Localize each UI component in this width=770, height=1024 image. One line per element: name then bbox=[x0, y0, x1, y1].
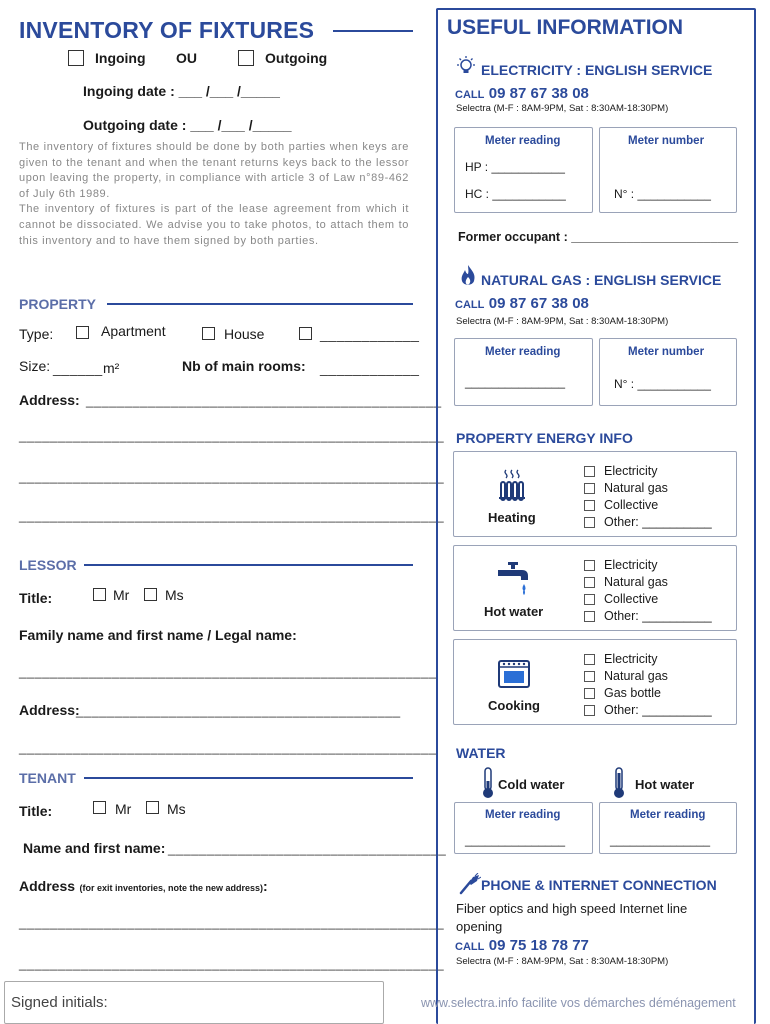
ingoing-date-field[interactable]: Ingoing date : ___ /___ /_____ bbox=[83, 83, 280, 99]
size-unit: m² bbox=[103, 360, 120, 376]
faucet-icon bbox=[498, 560, 532, 601]
cooking-option[interactable]: Natural gas bbox=[584, 668, 712, 685]
fiber-icon bbox=[459, 873, 481, 900]
tenant-name-field[interactable]: ____________________________________ bbox=[168, 841, 447, 856]
tenant-mr-checkbox[interactable] bbox=[93, 801, 106, 814]
outgoing-label: Outgoing bbox=[265, 50, 328, 66]
cold-thermometer-icon bbox=[481, 767, 495, 804]
phone-internet-header: PHONE & INTERNET CONNECTION bbox=[481, 877, 717, 893]
checkbox[interactable] bbox=[584, 671, 595, 682]
title-rule bbox=[333, 30, 413, 32]
signed-initials-label: Signed initials: bbox=[11, 994, 108, 1011]
phone-call-line bbox=[455, 937, 589, 955]
hotwater-box bbox=[453, 545, 737, 631]
electricity-meter-no-field[interactable]: N° : ___________ bbox=[614, 187, 711, 201]
lessor-address-label: Address: bbox=[19, 702, 80, 718]
lessor-address-field[interactable]: __________________________________________ bbox=[76, 703, 401, 718]
oven-icon bbox=[498, 660, 530, 693]
lessor-name-label: Family name and first name / Legal name: bbox=[19, 627, 297, 643]
lessor-name-field[interactable]: ______________________________________________________ bbox=[19, 664, 437, 679]
house-checkbox[interactable] bbox=[202, 327, 215, 340]
tenant-address-colon: : bbox=[263, 878, 268, 894]
rooms-field[interactable]: ____________ bbox=[320, 360, 420, 376]
apartment-label: Apartment bbox=[101, 323, 166, 339]
cooking-option[interactable]: Electricity bbox=[584, 651, 712, 668]
outgoing-checkbox[interactable] bbox=[238, 50, 254, 66]
checkbox[interactable] bbox=[584, 611, 595, 622]
checkbox[interactable] bbox=[584, 654, 595, 665]
tenant-address-label: Address bbox=[19, 878, 76, 894]
lessor-title-label: Title: bbox=[19, 590, 53, 606]
phone-internet-desc: Fiber optics and high speed Internet line opening bbox=[456, 901, 688, 934]
checkbox[interactable] bbox=[584, 594, 595, 605]
property-header: PROPERTY bbox=[19, 296, 97, 312]
gas-reading-field[interactable]: _______________ bbox=[465, 375, 566, 389]
radiator-icon bbox=[498, 468, 526, 509]
gas-phone[interactable]: 09 87 67 38 08 bbox=[488, 295, 589, 312]
gas-meter-reading-box[interactable] bbox=[454, 338, 593, 406]
other-type-field[interactable]: ____________ bbox=[320, 326, 420, 342]
lessor-ms-checkbox[interactable] bbox=[144, 588, 157, 601]
tenant-address-line-2[interactable]: _______________________________________________________ bbox=[19, 956, 445, 971]
cold-water-meter-box[interactable] bbox=[454, 802, 593, 854]
size-label: Size: bbox=[19, 358, 51, 374]
heating-option[interactable]: Other: __________ bbox=[584, 514, 712, 531]
apartment-checkbox[interactable] bbox=[76, 326, 89, 339]
tenant-header: TENANT bbox=[19, 770, 76, 786]
tenant-name-label: Name and first name: bbox=[23, 840, 166, 856]
hot-thermometer-icon bbox=[612, 767, 626, 804]
hot-water-label: Hot water bbox=[635, 777, 695, 792]
lessor-header: LESSOR bbox=[19, 557, 77, 573]
hotwater-label: Hot water bbox=[484, 604, 544, 619]
cooking-box bbox=[453, 639, 737, 725]
tenant-title-label: Title: bbox=[19, 803, 53, 819]
signed-initials-box[interactable] bbox=[4, 981, 384, 1024]
electricity-phone[interactable]: 09 87 67 38 08 bbox=[488, 85, 589, 102]
intro-text: The inventory of fixtures should be done by both parties when keys are given to the tenant and when the tenant returns keys back to the lessor upon leaving the property, in compliance with article 3 of Law n°89-462 of July 6th 1989. The inventory of fixtures is part of the lease agreement from which it cannot be dissociated. We advise you to take photos, to attach them to this inventory and to have them signed by both parties. bbox=[19, 141, 409, 247]
checkbox[interactable] bbox=[584, 483, 595, 494]
electricity-call-label: CALL bbox=[455, 89, 485, 101]
checkbox[interactable] bbox=[584, 500, 595, 511]
flame-icon bbox=[459, 264, 477, 293]
property-address-label: Address: bbox=[19, 392, 80, 408]
phone-call-label: CALL bbox=[455, 941, 485, 953]
tenant-address-label-group bbox=[19, 878, 268, 896]
hotwater-option[interactable]: Collective bbox=[584, 591, 712, 608]
gas-meter-number-label: Meter number bbox=[628, 346, 705, 358]
hotwater-option[interactable]: Electricity bbox=[584, 557, 712, 574]
tenant-rule bbox=[84, 777, 413, 779]
gas-meter-no-field[interactable]: N° : ___________ bbox=[614, 377, 711, 391]
tenant-address-note: (for exit inventories, note the new address) bbox=[79, 883, 264, 893]
cooking-option[interactable]: Other: __________ bbox=[584, 702, 712, 719]
tenant-ms-checkbox[interactable] bbox=[146, 801, 159, 814]
checkbox[interactable] bbox=[584, 705, 595, 716]
ingoing-checkbox[interactable] bbox=[68, 50, 84, 66]
heating-box bbox=[453, 451, 737, 537]
lessor-ms-label: Ms bbox=[165, 587, 184, 603]
gas-meter-reading-label: Meter reading bbox=[485, 346, 561, 358]
heating-option[interactable]: Electricity bbox=[584, 463, 712, 480]
hot-water-meter-box[interactable] bbox=[599, 802, 737, 854]
hotwater-option[interactable]: Other: __________ bbox=[584, 608, 712, 625]
lessor-rule bbox=[84, 564, 413, 566]
cooking-label: Cooking bbox=[488, 698, 540, 713]
former-occupant-field[interactable]: Former occupant : ________________________ bbox=[458, 230, 739, 244]
checkbox[interactable] bbox=[584, 688, 595, 699]
gas-call-label: CALL bbox=[455, 299, 485, 311]
electricity-hours: Selectra (M-F : 8AM-9PM, Sat : 8:30AM-18:30PM) bbox=[456, 103, 669, 114]
hot-meter-reading-label: Meter reading bbox=[630, 809, 706, 821]
heating-option[interactable]: Collective bbox=[584, 497, 712, 514]
lightbulb-icon bbox=[455, 55, 477, 82]
electricity-call-line bbox=[455, 85, 589, 103]
electricity-meter-number-box[interactable] bbox=[599, 127, 737, 213]
other-type-checkbox[interactable] bbox=[299, 327, 312, 340]
gas-meter-number-box[interactable] bbox=[599, 338, 737, 406]
lessor-mr-label: Mr bbox=[113, 587, 130, 603]
outgoing-date-field[interactable]: Outgoing date : ___ /___ /_____ bbox=[83, 117, 292, 133]
lessor-address-line-2[interactable]: ______________________________________________________ bbox=[19, 740, 437, 755]
electricity-meter-reading-label: Meter reading bbox=[485, 135, 561, 147]
hot-meter-field[interactable]: _______________ bbox=[610, 833, 711, 847]
heating-option[interactable]: Natural gas bbox=[584, 480, 712, 497]
hc-field[interactable]: HC : ___________ bbox=[465, 187, 566, 201]
property-rule bbox=[107, 303, 413, 305]
gas-header: NATURAL GAS : ENGLISH SERVICE bbox=[481, 272, 722, 288]
water-header: WATER bbox=[456, 745, 506, 761]
gas-call-line bbox=[455, 295, 589, 313]
electricity-meter-reading-box[interactable] bbox=[454, 127, 593, 213]
property-address-line-2[interactable]: _______________________________________________________ bbox=[19, 428, 445, 443]
tenant-ms-label: Ms bbox=[167, 801, 186, 817]
useful-info-title: USEFUL INFORMATION bbox=[447, 16, 684, 39]
property-address-line-3[interactable]: _______________________________________________________ bbox=[19, 469, 445, 484]
electricity-meter-number-label: Meter number bbox=[628, 135, 705, 147]
page-title: INVENTORY OF FIXTURES bbox=[19, 17, 315, 43]
checkbox[interactable] bbox=[584, 560, 595, 571]
cooking-option[interactable]: Gas bottle bbox=[584, 685, 712, 702]
hp-field[interactable]: HP : ___________ bbox=[465, 160, 565, 174]
footer-link[interactable]: www.selectra.info facilite vos démarches déménagement bbox=[421, 996, 736, 1010]
hotwater-option[interactable]: Natural gas bbox=[584, 574, 712, 591]
checkbox[interactable] bbox=[584, 466, 595, 477]
tenant-mr-label: Mr bbox=[115, 801, 132, 817]
cold-water-label: Cold water bbox=[498, 777, 565, 792]
rooms-label: Nb of main rooms: bbox=[182, 358, 306, 374]
hotwater-options bbox=[584, 557, 712, 625]
energy-header: PROPERTY ENERGY INFO bbox=[456, 430, 633, 446]
cold-meter-field[interactable]: _______________ bbox=[465, 833, 566, 847]
cold-meter-reading-label: Meter reading bbox=[485, 809, 561, 821]
checkbox[interactable] bbox=[584, 577, 595, 588]
tenant-address-line-1[interactable]: _______________________________________________________ bbox=[19, 915, 445, 930]
property-address-line-4[interactable]: _______________________________________________________ bbox=[19, 508, 445, 523]
property-address-field[interactable]: ______________________________________________ bbox=[86, 393, 442, 408]
heating-label: Heating bbox=[488, 510, 536, 525]
cooking-options bbox=[584, 651, 712, 719]
gas-hours: Selectra (M-F : 8AM-9PM, Sat : 8:30AM-18:30PM) bbox=[456, 316, 669, 327]
internet-phone[interactable]: 09 75 18 78 77 bbox=[488, 937, 589, 954]
ou-label: OU bbox=[176, 50, 197, 66]
type-label: Type: bbox=[19, 326, 54, 342]
heating-options bbox=[584, 463, 712, 531]
ingoing-label: Ingoing bbox=[95, 50, 146, 66]
electricity-header: ELECTRICITY : ENGLISH SERVICE bbox=[481, 62, 713, 78]
phone-hours: Selectra (M-F : 8AM-9PM, Sat : 8:30AM-18:30PM) bbox=[456, 956, 669, 967]
house-label: House bbox=[224, 326, 265, 342]
size-field[interactable]: ______ bbox=[53, 360, 103, 376]
checkbox[interactable] bbox=[584, 517, 595, 528]
lessor-mr-checkbox[interactable] bbox=[93, 588, 106, 601]
